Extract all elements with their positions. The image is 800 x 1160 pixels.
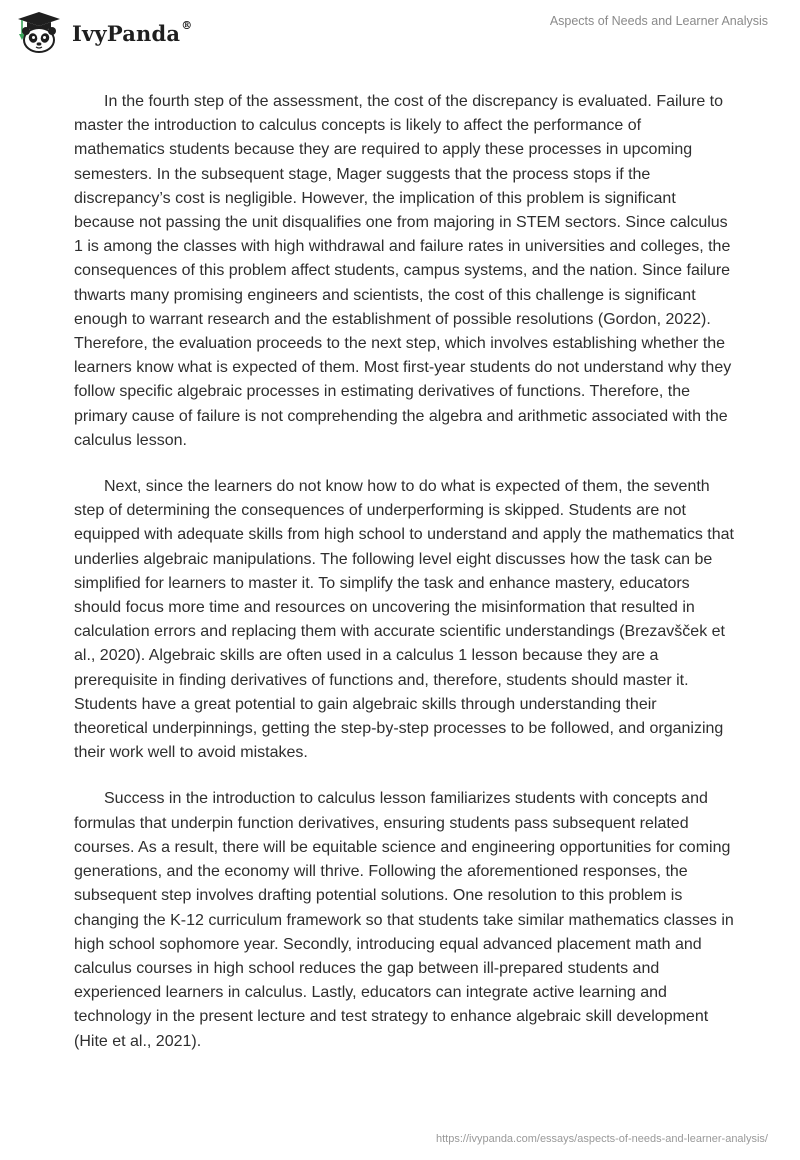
registered-mark: ® [181,18,193,32]
brand-name: IvyPanda® [72,18,193,46]
source-url[interactable]: https://ivypanda.com/essays/aspects-of-needs-and-learner-analysis/ [436,1133,768,1145]
page-header [0,0,800,62]
panda-graduate-icon [14,10,64,54]
paragraph-2: Next, since the learners do not know how to do what is expected of them, the seventh step of determining the consequences of underperforming is skipped. Students are not equipped with adequate skills from high school to understand and apply the mathematics that underlies algebraic manipulations. The following level eight discusses how the task can be simplified for learners to master it. To simplify the task and enhance mastery, educators should focus more time and resources on uncovering the misinformation that resulted in calculation errors and replacing them with accurate scientific understandings (Brezavšček et al., 2020). Algebraic skills are often used in a calculus 1 lesson because they are a prerequisite in finding derivatives of functions and, therefore, students should master it. Students have a great potential to gain algebraic skills through understanding their theoretical underpinnings, getting the step-by-step processes to be followed, and organizing their work well to avoid mistakes. [74,478,734,762]
document-title: Aspects of Needs and Learner Analysis [549,14,768,28]
essay-body [74,90,734,1076]
paragraph-3: Success in the introduction to calculus lesson familiarizes students with concepts and formulas that underpin function derivatives, ensuring students pass subsequent related courses. As a result, there will be equitable science and engineering opportunities for coming generations, and the economy will thrive. Following the aforementioned responses, the subsequent step involves drafting potential solutions. One resolution to this problem is changing the K-12 curriculum framework so that students take similar mathematics classes in high school sophomore year. Secondly, introducing equal advanced placement math and calculus courses in high school reduces the gap between ill-prepared students and experienced learners in calculus. Lastly, educators can integrate active learning and technology in the present lecture and test strategy to enhance algebraic skill development (Hite et al., 2021). [74,790,734,1050]
paragraph-1: In the fourth step of the assessment, the cost of the discrepancy is evaluated. Failure to master the introduction to calculus concepts is likely to affect the performance of mathematics students because they are required to apply these processes in upcoming semesters. In the subsequent stage, Mager suggests that the process stops if the discrepancy’s cost is negligible. However, the implication of this problem is significant because not passing the unit disqualifies one from majoring in STEM sectors. Since calculus 1 is among the classes with high withdrawal and failure rates in universities and colleges, the consequences of this problem affect students, campus systems, and the nation. Since failure thwarts many promising engineers and scientists, the cost of this challenge is significant enough to warrant research and the establishment of possible resolutions (Gordon, 2022). Therefore, the evaluation proceeds to the next step, which involves establishing whether the learners know what is expected of them. Most first-year students do not understand why they follow specific algebraic processes in estimating derivatives of functions. Therefore, the primary cause of failure is not comprehending the algebra and arithmetic associated with the calculus lesson. [74,93,732,449]
ivypanda-logo[interactable] [14,10,192,54]
